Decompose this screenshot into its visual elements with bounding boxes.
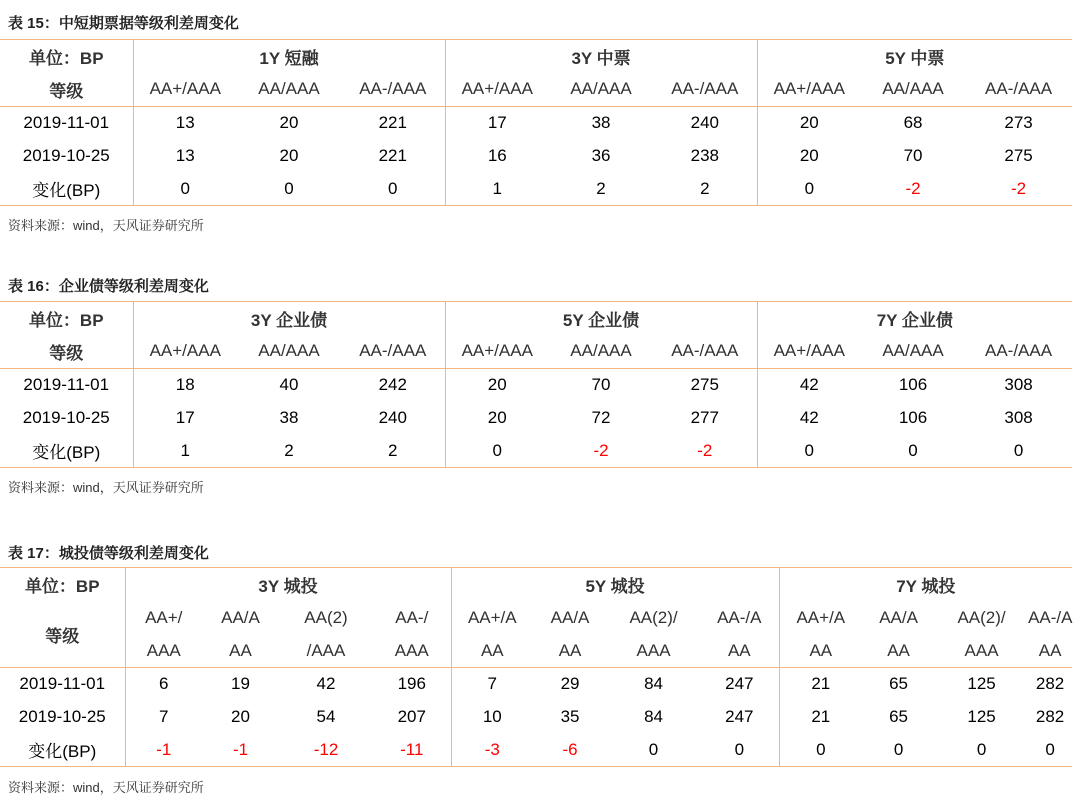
cell: 275 — [690, 375, 719, 395]
grade-label: 等级 — [0, 602, 125, 668]
cell: 20 — [757, 140, 861, 173]
column-header: AA/AAA — [882, 79, 944, 99]
cell: 221 — [378, 113, 407, 133]
cell: 207 — [397, 707, 426, 726]
column-header: AAA — [636, 640, 671, 660]
cell: 125 — [967, 707, 996, 726]
cell: 273 — [1004, 113, 1033, 133]
table-17 — [0, 567, 1072, 767]
row-label: 2019-10-25 — [22, 146, 110, 165]
unit-label: 单位：BP — [24, 577, 100, 597]
column-header: AA+/AAA — [133, 73, 237, 107]
group-header: 7Y 企业债 — [757, 302, 1072, 335]
cell: 29 — [560, 674, 580, 694]
column-header: AA(2)/ — [957, 608, 1006, 627]
cell: 36 — [591, 146, 611, 165]
column-header: AA-/AAA — [359, 79, 427, 99]
row-label: 变化(BP) — [32, 181, 101, 201]
cell: 0 — [757, 435, 861, 468]
cell: 221 — [378, 146, 407, 165]
cell: 282 — [1035, 674, 1065, 694]
cell: 40 — [279, 375, 299, 395]
cell: 0 — [1013, 440, 1024, 460]
cell: 247 — [725, 707, 754, 726]
cell: -6 — [562, 739, 578, 759]
column-header: AA — [1038, 640, 1062, 660]
group-header: 1Y 短融 — [133, 40, 445, 73]
cell: 70 — [591, 375, 611, 395]
cell: 0 — [908, 440, 918, 460]
table-17-title: 表 17：城投债等级利差周变化 — [8, 545, 209, 562]
table-row — [0, 701, 1072, 734]
cell: 20 — [445, 402, 549, 435]
row-label: 2019-11-01 — [23, 375, 110, 395]
column-header: AA+/ — [125, 602, 202, 635]
cell: -3 — [451, 734, 533, 767]
cell: 1 — [133, 435, 237, 468]
column-header: AA(2)/ — [629, 608, 678, 627]
column-header: AA/AAA — [258, 79, 320, 99]
cell: 2 — [284, 440, 294, 460]
cell: -2 — [593, 440, 609, 460]
cell: 38 — [591, 113, 611, 133]
cell: -2 — [905, 178, 921, 198]
cell: 42 — [316, 674, 336, 694]
cell: -2 — [697, 440, 713, 460]
column-header: AA/A — [879, 608, 918, 627]
column-header: AA+/AAA — [757, 73, 861, 107]
cell: 20 — [279, 146, 299, 165]
table-15-title: 表 15：中短期票据等级利差周变化 — [8, 15, 239, 32]
row-label: 2019-11-01 — [23, 113, 110, 133]
column-header: AA/AAA — [882, 341, 944, 361]
column-header: AA — [727, 640, 751, 660]
column-header: AA/AAA — [570, 341, 632, 361]
column-header: AAA — [964, 640, 999, 660]
column-header: AA — [558, 640, 582, 660]
column-header: AA/A — [550, 608, 590, 627]
row-label: 2019-10-25 — [22, 408, 110, 427]
cell: 277 — [690, 408, 719, 427]
cell: 0 — [133, 173, 237, 206]
cell: 0 — [388, 178, 398, 198]
column-header: AA+/A — [779, 602, 862, 635]
cell: 17 — [133, 402, 237, 435]
cell: 125 — [967, 674, 996, 694]
column-header: AA-/AAA — [985, 79, 1053, 99]
unit-label: 单位：BP — [28, 310, 104, 330]
group-header: 5Y 企业债 — [445, 302, 757, 335]
cell: 42 — [757, 402, 861, 435]
cell: 2 — [596, 178, 606, 198]
group-header: 7Y 城投 — [779, 568, 1072, 602]
cell: 72 — [591, 408, 611, 427]
cell: 17 — [445, 107, 549, 140]
cell: 6 — [125, 668, 202, 701]
cell: 308 — [1004, 408, 1033, 427]
source-note: 资料来源：wind，天风证券研究所 — [8, 218, 204, 233]
cell: 242 — [378, 375, 407, 395]
unit-label: 单位：BP — [28, 48, 104, 68]
cell: 65 — [889, 674, 909, 694]
column-header: AA/A — [221, 608, 260, 627]
table-row — [0, 435, 1072, 468]
cell: 308 — [1004, 375, 1033, 395]
column-header: AA/AAA — [570, 79, 632, 99]
column-header: AAA — [125, 635, 202, 668]
cell: 282 — [1035, 707, 1065, 726]
cell: 0 — [445, 435, 549, 468]
cell: 0 — [734, 739, 745, 759]
cell: 275 — [1004, 146, 1033, 165]
source-note: 资料来源：wind，天风证券研究所 — [8, 480, 204, 495]
cell: -11 — [400, 739, 424, 759]
column-header: AA — [887, 640, 910, 660]
cell: 13 — [133, 140, 237, 173]
group-header: 3Y 企业债 — [133, 302, 445, 335]
cell: 10 — [451, 701, 533, 734]
grade-label: 等级 — [49, 343, 84, 363]
cell: 19 — [231, 674, 250, 694]
column-header: AA(2) — [304, 608, 348, 627]
cell: 106 — [898, 408, 928, 427]
table-row — [0, 734, 1072, 767]
cell: 70 — [903, 146, 923, 165]
row-label: 变化(BP) — [32, 443, 101, 463]
column-header: /AAA — [306, 640, 346, 660]
cell: 238 — [690, 146, 719, 165]
column-header: AA-/AAA — [359, 341, 427, 361]
cell: 0 — [284, 178, 294, 198]
cell: 38 — [279, 408, 299, 427]
cell: 18 — [133, 369, 237, 402]
cell: 65 — [889, 707, 909, 726]
cell: 2 — [388, 440, 398, 460]
column-header: AA — [779, 635, 862, 668]
cell: 16 — [445, 140, 549, 173]
row-label: 2019-11-01 — [19, 674, 106, 694]
cell: 0 — [757, 173, 861, 206]
column-header: AA-/AAA — [671, 79, 739, 99]
column-header: AA — [451, 635, 533, 668]
cell: -12 — [313, 739, 339, 759]
cell: 247 — [725, 674, 754, 694]
cell: -1 — [232, 739, 249, 759]
cell: -2 — [1011, 178, 1027, 198]
table-row — [0, 173, 1072, 206]
table-16-title: 表 16：企业债等级利差周变化 — [8, 278, 209, 295]
cell: -1 — [125, 734, 202, 767]
column-header: AA-/ — [395, 608, 429, 627]
cell: 2 — [700, 178, 710, 198]
cell: 7 — [451, 668, 533, 701]
cell: 0 — [1045, 739, 1055, 759]
cell: 84 — [644, 674, 663, 694]
cell: 240 — [378, 408, 407, 427]
column-header: AA+/AAA — [133, 335, 237, 369]
cell: 196 — [397, 674, 426, 694]
cell: 35 — [560, 707, 580, 726]
cell: 1 — [445, 173, 549, 206]
column-header: AA-/A — [717, 608, 762, 627]
cell: 21 — [779, 701, 862, 734]
column-header: AA+/AAA — [445, 73, 549, 107]
cell: 20 — [231, 707, 250, 726]
table-row — [0, 369, 1072, 402]
cell: 13 — [133, 107, 237, 140]
column-header: AA-/AAA — [671, 341, 739, 361]
group-header: 5Y 中票 — [757, 40, 1072, 73]
grade-label: 等级 — [49, 81, 84, 101]
group-header: 3Y 城投 — [125, 568, 451, 602]
cell: 20 — [757, 107, 861, 140]
cell: 54 — [316, 707, 336, 726]
row-label: 2019-10-25 — [18, 707, 106, 726]
cell: 0 — [893, 739, 904, 759]
cell: 0 — [976, 739, 987, 759]
source-note: 资料来源：wind，天风证券研究所 — [8, 780, 204, 795]
cell: 0 — [648, 739, 659, 759]
group-header: 5Y 城投 — [451, 568, 779, 602]
row-label: 变化(BP) — [28, 742, 97, 762]
column-header: AA/AAA — [258, 341, 320, 361]
cell: 7 — [125, 701, 202, 734]
cell: 240 — [690, 113, 719, 133]
table-16 — [0, 301, 1072, 468]
cell: 68 — [903, 113, 923, 133]
cell: 106 — [898, 375, 928, 395]
cell: 21 — [779, 668, 862, 701]
cell: 20 — [279, 113, 299, 133]
table-row — [0, 107, 1072, 140]
column-header: AAA — [394, 640, 429, 660]
column-header: AA+/AAA — [757, 335, 861, 369]
cell: 0 — [779, 734, 862, 767]
table-row — [0, 140, 1072, 173]
table-15 — [0, 39, 1072, 206]
cell: 42 — [757, 369, 861, 402]
column-header: AA+/A — [451, 602, 533, 635]
column-header: AA+/AAA — [445, 335, 549, 369]
table-row — [0, 668, 1072, 701]
column-header: AA — [229, 640, 252, 660]
column-header: AA-/AAA — [985, 341, 1053, 361]
cell: 84 — [644, 707, 663, 726]
column-header: AA-/A — [1028, 608, 1073, 627]
cell: 20 — [445, 369, 549, 402]
table-row — [0, 402, 1072, 435]
group-header: 3Y 中票 — [445, 40, 757, 73]
